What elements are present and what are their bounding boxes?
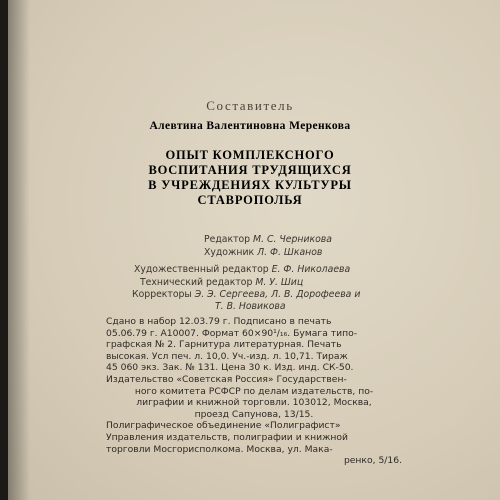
colophon-line: Полиграфическое объединение «Полиграфист»: [106, 420, 341, 432]
imprint-colophon: [106, 316, 402, 467]
proofreaders-names: Э. Э. Сергеева, Л. В. Дорофеева и: [194, 289, 361, 300]
colophon-line: графская № 2. Гарнитура литературная. Печать: [106, 339, 342, 351]
title-line: ВОСПИТАНИЯ ТРУДЯЩИХСЯ: [148, 163, 352, 177]
colophon-line: 05.06.79 г. А10007. Формат 60×90¹/₁₆. Бумага типо-: [106, 327, 358, 339]
compiler-name: Алевтина Валентиновна Меренкова: [149, 120, 351, 132]
proofreaders-names-cont: Т. В. Новикова: [215, 301, 286, 312]
colophon-line: проезд Сапунова, 13/15.: [194, 408, 314, 420]
proofreaders-role: Корректоры: [132, 289, 192, 300]
colophon-line: Издательство «Советская Россия» Государствен-: [106, 373, 347, 385]
colophon-line: ного комитета РСФСР по делам издательств, по-: [134, 385, 374, 397]
colophon-line: высокая. Усл печ. л. 10,0. Уч.-изд. л. 10,71. Тираж: [106, 350, 348, 362]
tech-editor-name: М. У. Шиц: [255, 277, 304, 288]
title-line: В УЧРЕЖДЕНИЯХ КУЛЬТУРЫ: [148, 178, 352, 192]
compiler-label: Составитель: [206, 98, 294, 113]
colophon-line: Сдано в набор 12.03.79 г. Подписано в печать: [106, 316, 332, 327]
colophon-line: 45 060 экз. Зак. № 131. Цена 30 к. Изд. инд. СК-50.: [106, 362, 354, 374]
art-editor-role: Художественный редактор: [134, 264, 269, 275]
art-editor-credit: [134, 263, 350, 276]
page-gutter-shadow: [8, 0, 30, 500]
colophon-line: Управления издательств, полиграфии и книжной: [106, 431, 348, 443]
colophon-line: ренко, 5/16.: [343, 455, 402, 467]
colophon-line: торговли Мосгорисполкома. Москва, ул. Мака-: [106, 443, 333, 455]
proofreaders-credit-cont: [215, 300, 286, 313]
artist-name: Л. Ф. Шканов: [257, 247, 323, 258]
tech-editor-role: Технический редактор: [140, 277, 253, 288]
colophon-line: лиграфии и книжной торговли. 103012, Москва,: [136, 397, 372, 409]
title-line: СТАВРОПОЛЬЯ: [197, 193, 303, 207]
editor-credit: [204, 233, 332, 246]
artist-role: Художник: [204, 247, 255, 258]
art-editor-name: Е. Ф. Николаева: [271, 264, 351, 275]
artist-credit: [204, 246, 322, 259]
book-title: [0, 148, 500, 208]
title-line: ОПЫТ КОМПЛЕКСНОГО: [165, 148, 335, 162]
editor-role: Редактор: [204, 234, 251, 245]
editor-name: М. С. Черникова: [253, 234, 332, 245]
